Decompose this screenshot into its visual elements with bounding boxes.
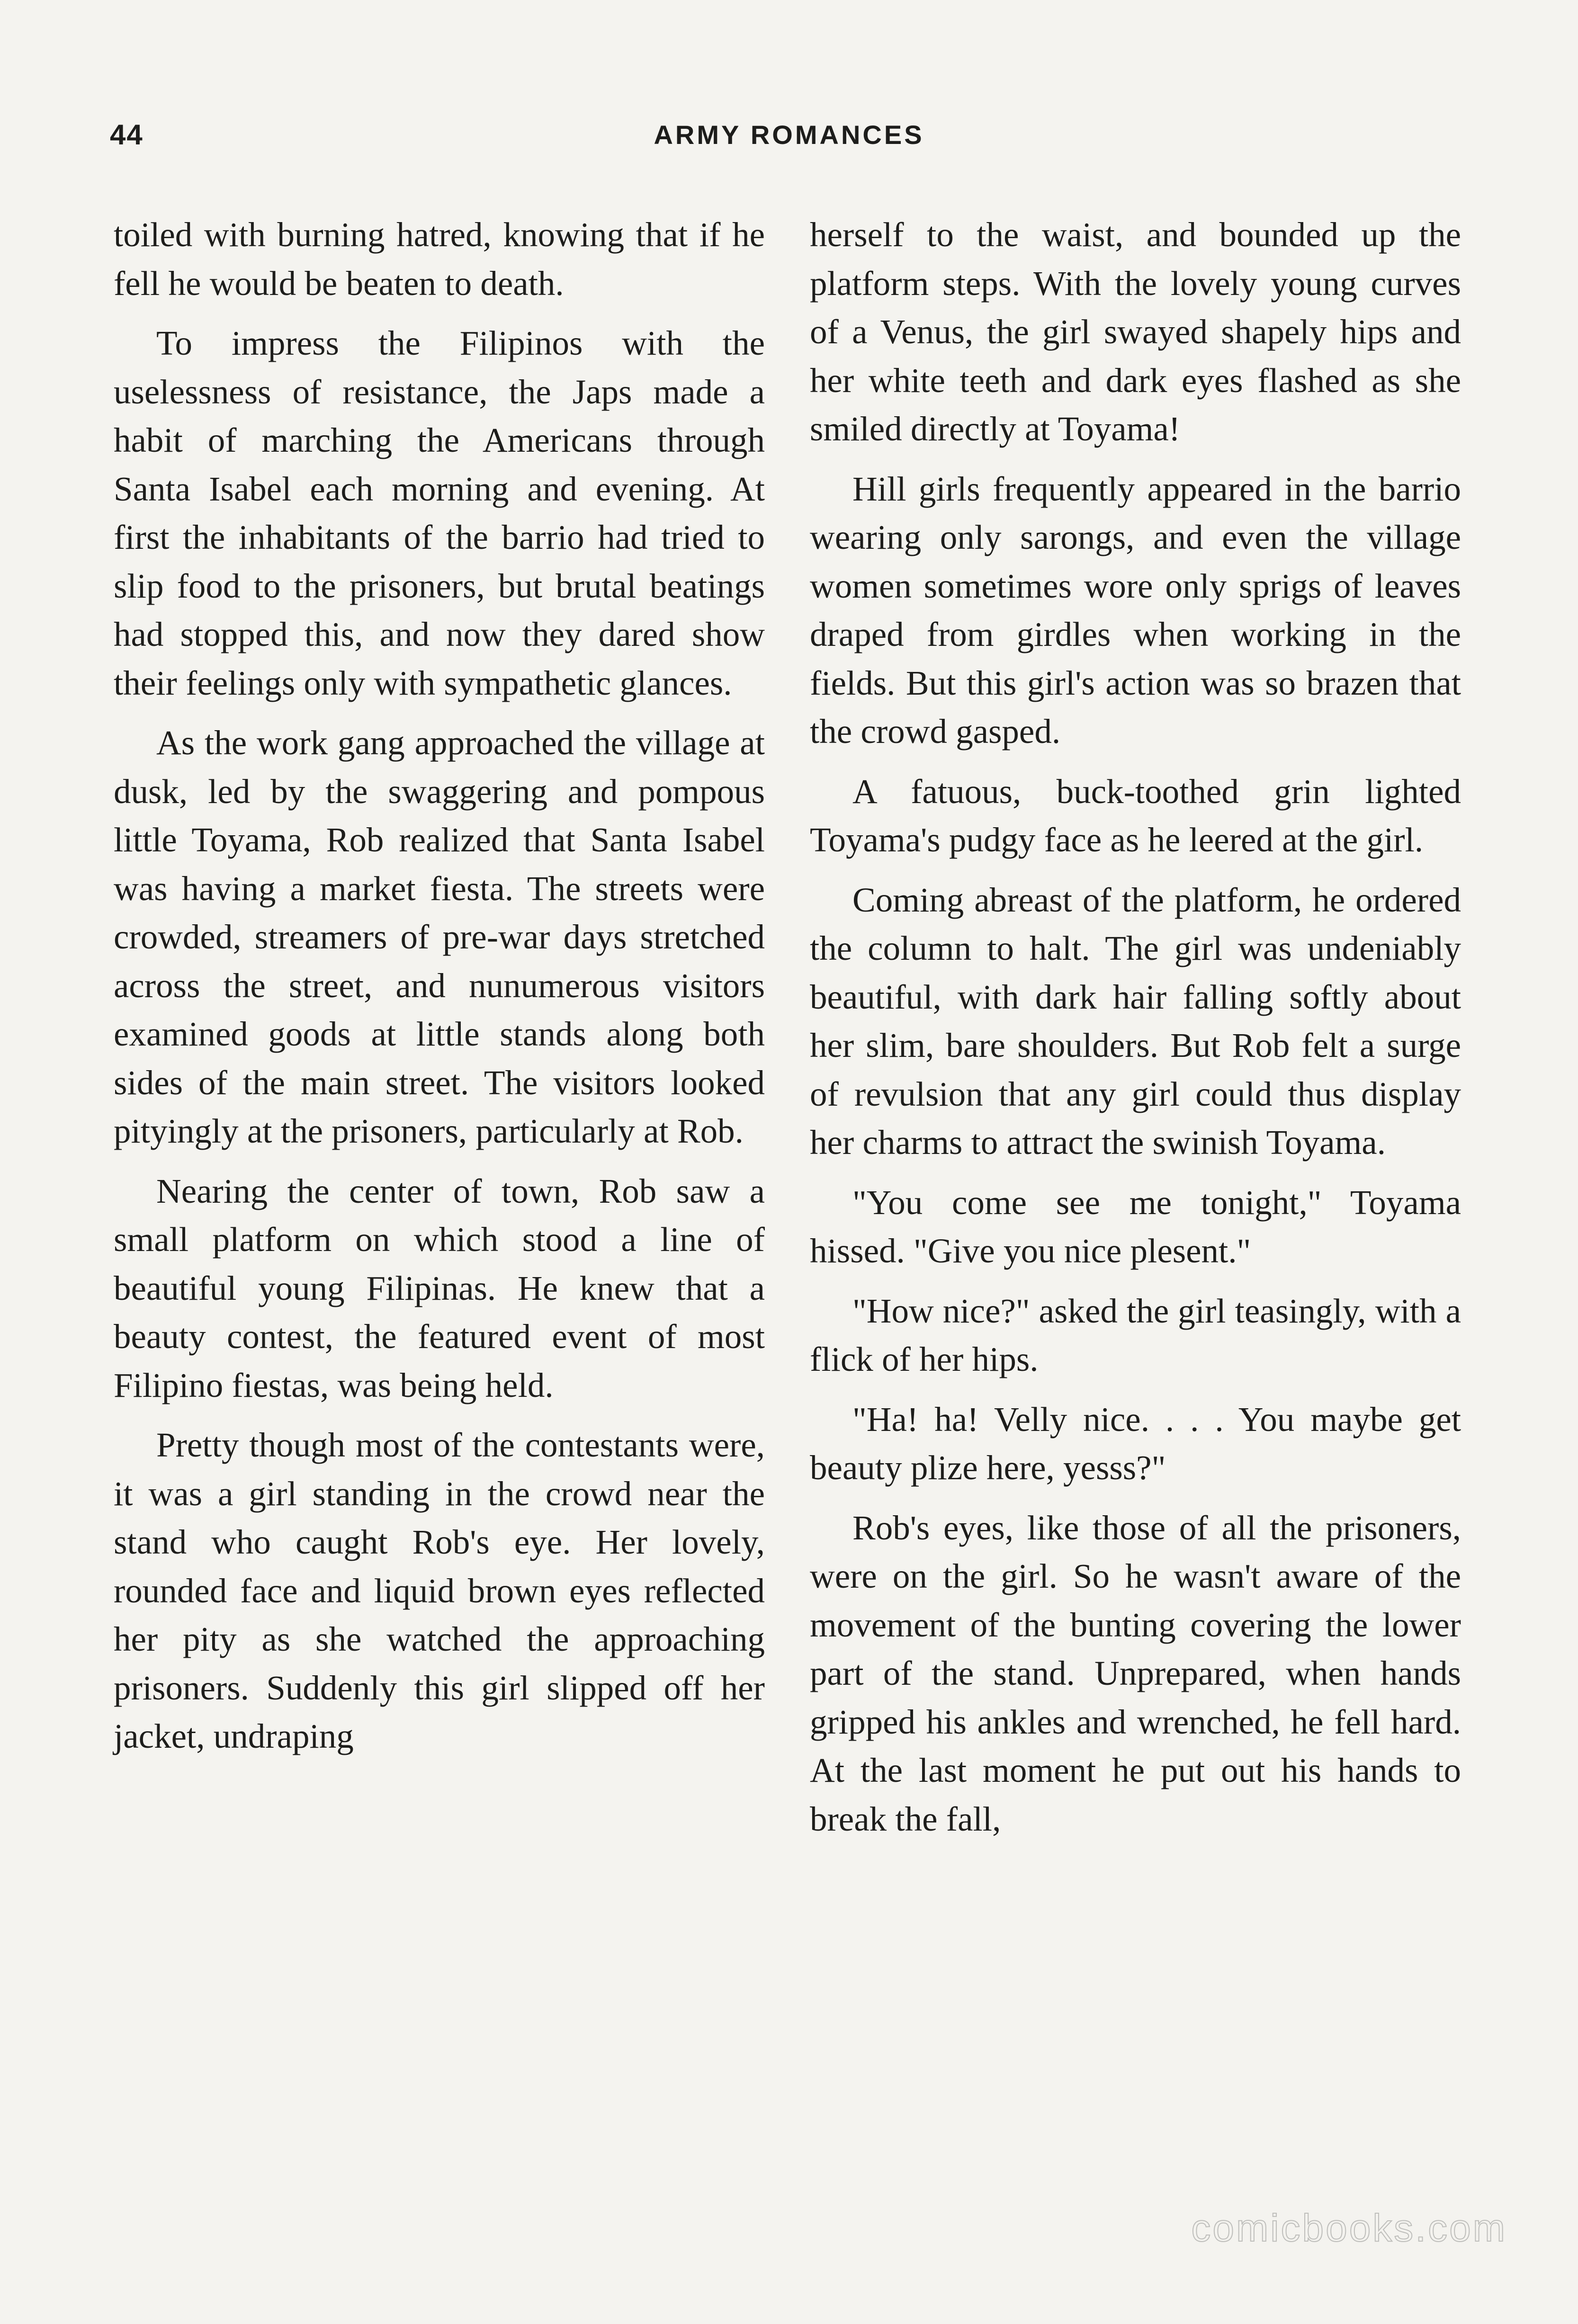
paragraph: toiled with burning hatred, knowing that if he fell he would be beaten to death. bbox=[114, 215, 765, 303]
paragraph: "Ha! ha! Velly nice. . . . You maybe get beauty plize here, yesss?" bbox=[810, 1400, 1461, 1487]
right-column bbox=[810, 211, 1461, 1855]
paragraph: Nearing the center of town, Rob saw a small platform on which stood a line of beautiful young Filipinas. He knew that a beauty contest, the featured event of most Filipino fiestas, was being held. bbox=[114, 1171, 765, 1404]
paragraph: As the work gang approached the village at dusk, led by the swaggering and pompous little Toyama, Rob realized that Santa Isabel was having a market fiesta. The streets were crowded, streamers of pre-war days stretched across the street, and nunumerous visitors examined goods at little stands along both sides of the main street. The visitors looked pityingly at the prisoners, particularly at Rob. bbox=[114, 724, 765, 1150]
paragraph: Pretty though most of the contestants were, it was a girl standing in the crowd near the stand who caught Rob's eye. Her lovely, rounded face and liquid brown eyes reflected her pity as she watched the approaching prisoners. Suddenly this girl slipped off her jacket, undraping bbox=[114, 1426, 765, 1755]
page-header bbox=[0, 114, 1578, 156]
paragraph: A fatuous, buck-toothed grin lighted Toyama's pudgy face as he leered at the girl. bbox=[810, 772, 1461, 859]
paragraph: herself to the waist, and bounded up the platform steps. With the lovely young curves of a Venus, the girl swayed shapely hips and her white teeth and dark eyes flashed as she smiled directly at Toyama! bbox=[810, 215, 1461, 448]
left-column bbox=[114, 211, 765, 1772]
paragraph: Rob's eyes, like those of all the prisoners, were on the girl. So he wasn't aware of the movement of the bunting covering the lower part of the stand. Unprepared, when hands gripped his ankles and wrenched, he fell hard. At the last moment he put out his hands to break the fall, bbox=[810, 1508, 1461, 1838]
paragraph: To impress the Filipinos with the uselessness of resistance, the Japs made a habit of marching the Americans through Santa Isabel each morning and evening. At first the inhabitants of the barrio had tried to slip food to the prisoners, but brutal beatings had stopped this, and now they dared show their feelings only with sympathetic glances. bbox=[114, 324, 765, 702]
paragraph: Coming abreast of the platform, he ordered the column to halt. The girl was undeniably beautiful, with dark hair falling softly about her slim, bare shoulders. But Rob felt a surge of revulsion that any girl could thus display her charms to attract the swinish Toyama. bbox=[810, 880, 1461, 1162]
paragraph: "How nice?" asked the girl teasingly, with a flick of her hips. bbox=[810, 1291, 1461, 1378]
page-number: 44 bbox=[110, 119, 143, 151]
paragraph: "You come see me tonight," Toyama hissed. "Give you nice plesent." bbox=[810, 1183, 1461, 1270]
watermark: comicbooks.com bbox=[1191, 2207, 1507, 2250]
running-head: ARMY ROMANCES bbox=[654, 120, 924, 150]
paragraph: Hill girls frequently appeared in the barrio wearing only sarongs, and even the village women sometimes wore only sprigs of leaves draped from girdles when working in the fields. But this girl's action was so brazen that the crowd gasped. bbox=[810, 469, 1461, 751]
